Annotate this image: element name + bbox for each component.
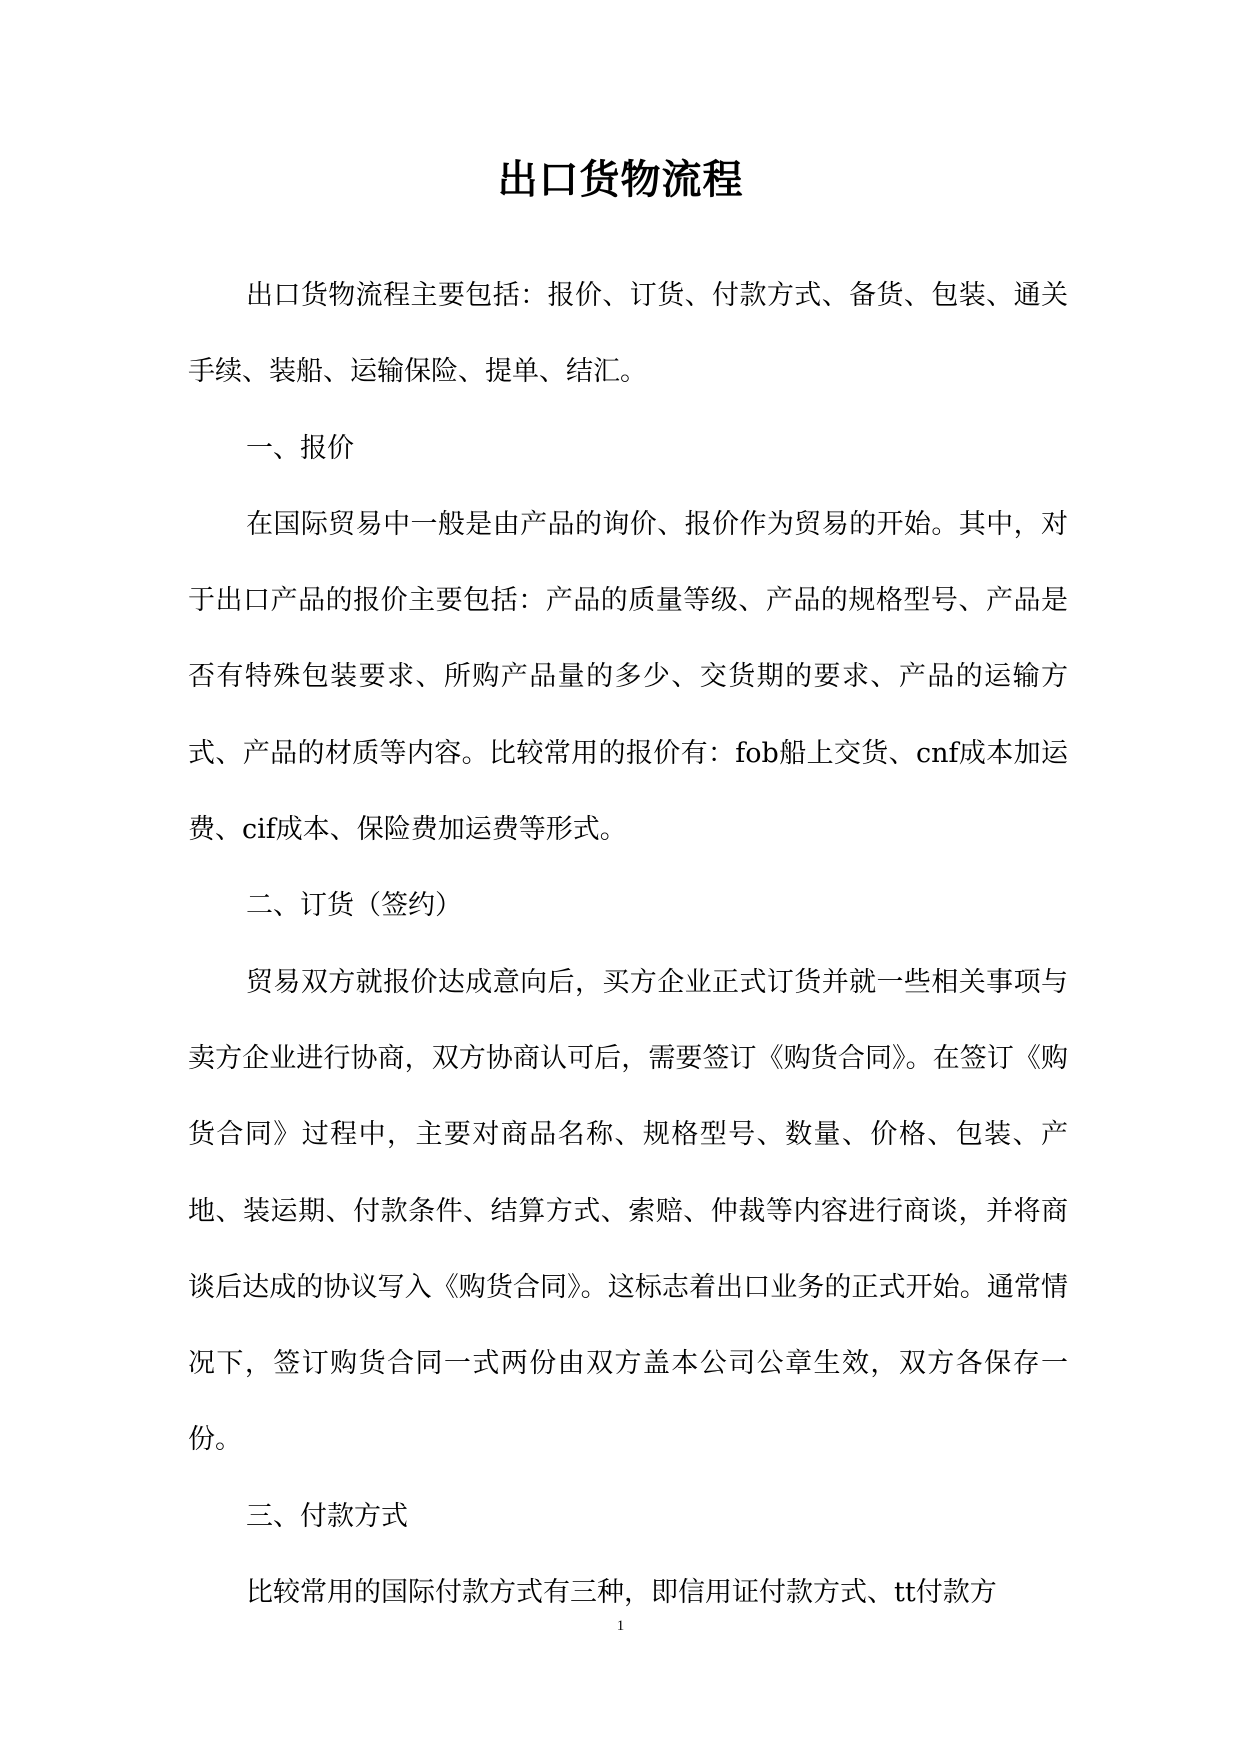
page-number: 1 — [616, 1618, 625, 1634]
document-body — [188, 258, 1068, 1631]
section-heading-payment: 三、付款方式 — [246, 1500, 408, 1532]
payment-paragraph: 比较常用的国际付款方式有三种，即信用证付款方式、tt付款方 — [246, 1577, 997, 1609]
document-title: 出口货物流程 — [497, 156, 744, 203]
section-heading-quotation: 一、报价 — [246, 432, 354, 464]
section-heading-ordering: 二、订货（签约） — [246, 890, 462, 922]
quotation-paragraph: 在国际贸易中一般是由产品的询价、报价作为贸易的开始。其中，对于出口产品的报价主要包括：产品的质量等级、产品的规格型号、产品是否有特殊包装要求、所购产品量的多少、交货期的要求、产品的运输方式、产品的材质等内容。比较常用的报价有：fob船上交货、cnf成本加运费、cif成本、保险费加运费等形式。 — [188, 508, 1068, 846]
intro-paragraph: 出口货物流程主要包括：报价、订货、付款方式、备货、包装、通关手续、装船、运输保险、提单、结汇。 — [188, 280, 1068, 388]
ordering-paragraph: 贸易双方就报价达成意向后，买方企业正式订货并就一些相关事项与卖方企业进行协商，双方协商认可后，需要签订《购货合同》。在签订《购货合同》过程中，主要对商品名称、规格型号、数量、价格、包装、产地、装运期、付款条件、结算方式、索赔、仲裁等内容进行商谈，并将商谈后达成的协议写入《购货合同》。这标志着出口业务的正式开始。通常情况下，签订购货合同一式两份由双方盖本公司公章生效，双方各保存一份。 — [188, 966, 1068, 1456]
